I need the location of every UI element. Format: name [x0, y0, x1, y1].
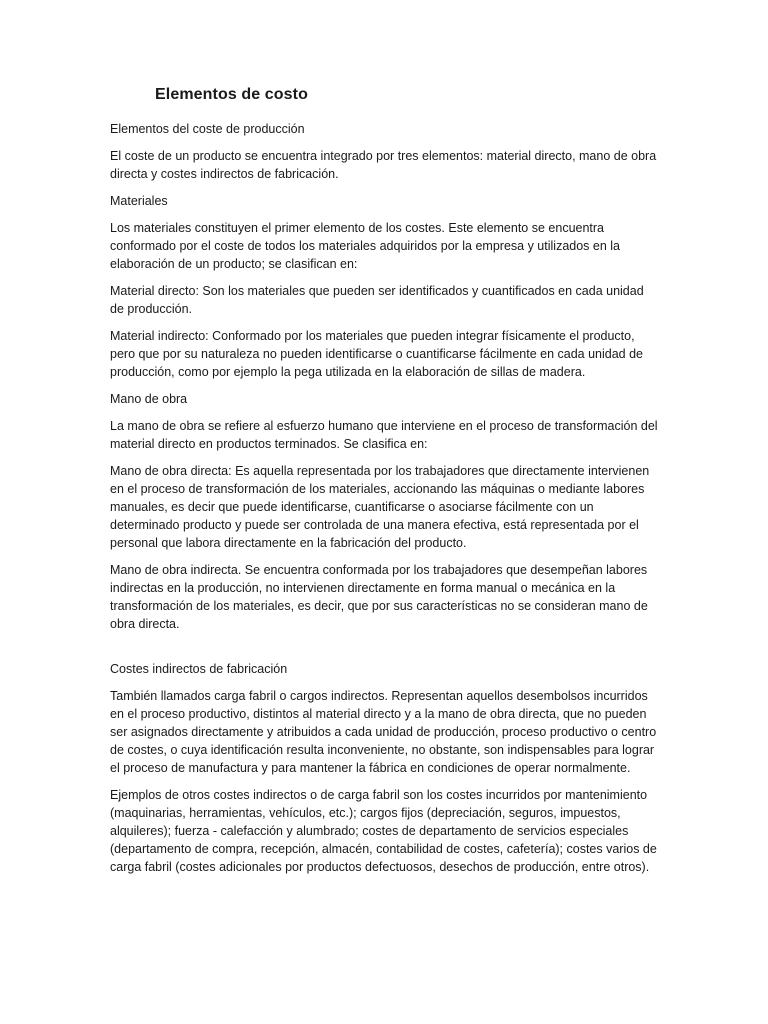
section-heading-mano-de-obra: Mano de obra: [110, 392, 188, 406]
paragraph-materiales-1: Los materiales constituyen el primer elemento de los costes. Este elemento se encuentra conformado por el coste de todos los materiales adquiridos por la empresa y utilizados en la elaboración de un producto; se clasifican en:: [110, 221, 620, 271]
section-heading-materiales: Materiales: [110, 194, 168, 208]
section-heading-costes-indirectos: Costes indirectos de fabricación: [110, 662, 288, 676]
paragraph-material-indirecto: Material indirecto: Conformado por los materiales que pueden integrar físicamente el producto, pero que por su naturaleza no pueden identificarse o cuantificarse fácilmente en cada unidad de producción, como por ejemplo la pega utilizada en la elaboración de sillas de madera.: [110, 329, 643, 379]
paragraph-mano-de-obra-1: La mano de obra se refiere al esfuerzo humano que interviene en el proceso de transformación del material directo en productos terminados. Se clasifica en:: [110, 419, 658, 451]
document-title: Elementos de costo: [155, 86, 308, 103]
paragraph-mano-obra-indirecta: Mano de obra indirecta. Se encuentra conformada por los trabajadores que desempeñan labores indirectas en la producción, no intervienen directamente en forma manual o mecánica en la transformación de los materiales, es decir, que por sus características no se consideran mano de obra directa.: [110, 563, 648, 631]
paragraph-costes-indirectos-1: También llamados carga fabril o cargos indirectos. Representan aquellos desembolsos incurridos en el proceso productivo, distintos al material directo y a la mano de obra directa, que no pueden ser asignados directamente y atribuidos a cada unidad de producción, proceso productivo o centro de costes, o cuya identificación resulta inconveniente, no obstante, son indispensables para lograr el proceso de manufactura y para mantener la fábrica en condiciones de operar normalmente.: [110, 689, 657, 775]
section-heading-elementos: Elementos del coste de producción: [110, 122, 305, 136]
paragraph-costes-indirectos-ejemplos: Ejemplos de otros costes indirectos o de carga fabril son los costes incurridos por mantenimiento (maquinarias, herramientas, vehículos, etc.); cargos fijos (depreciación, seguros, impuestos, alquileres); fuerza - calefacción y alumbrado; costes de departamento de servicios especiales (departamento de compra, recepción, almacén, contabilidad de costes, cafetería); costes varios de carga fabril (costes adicionales por productos defectuosos, desechos de producción, entre otros).: [110, 788, 657, 874]
paragraph-material-directo: Material directo: Son los materiales que pueden ser identificados y cuantificados en cada unidad de producción.: [110, 284, 644, 316]
paragraph-mano-obra-directa: Mano de obra directa: Es aquella representada por los trabajadores que directamente intervienen en el proceso de transformación de los materiales, accionando las máquinas o mediante labores manuales, es decir que puede identificarse, cuantificarse o asociarse fácilmente con un determinado producto y puede ser controlada de una manera efectiva, está representada por el personal que labora directamente en la fabricación del producto.: [110, 464, 650, 550]
document-body: [110, 120, 658, 885]
paragraph-intro: El coste de un producto se encuentra integrado por tres elementos: material directo, mano de obra directa y costes indirectos de fabricación.: [110, 149, 657, 181]
